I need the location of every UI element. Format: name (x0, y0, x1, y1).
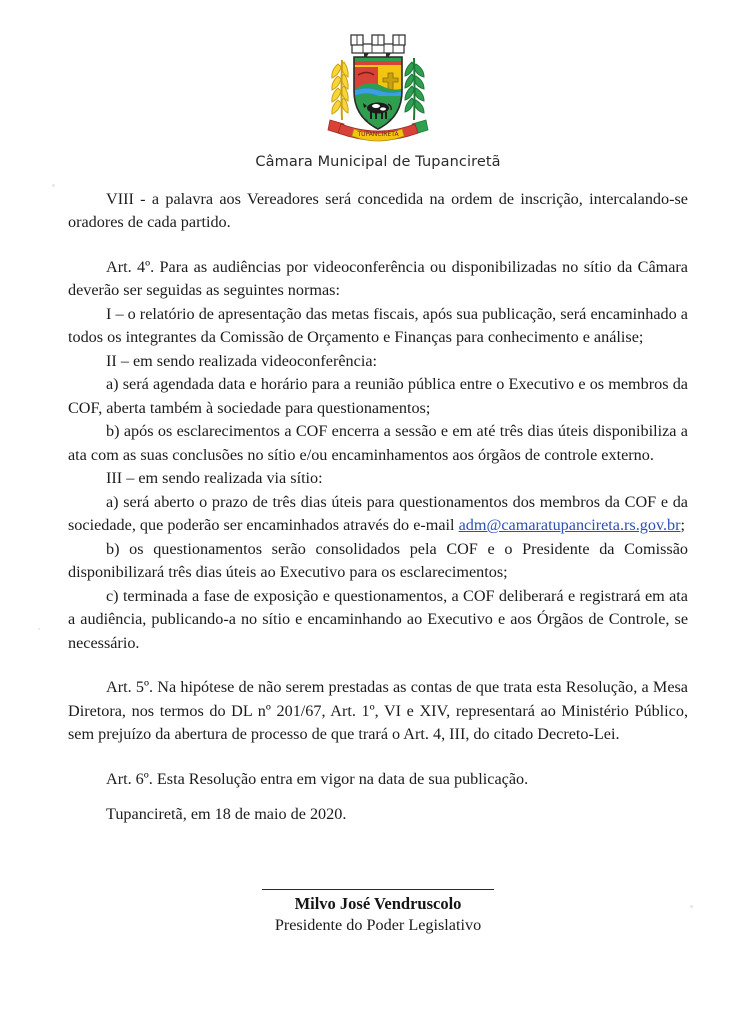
scan-speckle (52, 184, 55, 187)
scan-speckle (38, 628, 40, 630)
email-link[interactable]: adm@camaratupancireta.rs.gov.br (458, 516, 681, 535)
paragraph-art4-ii-a: a) será agendada data e horário para a reunião pública entre o Executivo e os membros da COF, aberta também à sociedade para questionamentos; (68, 375, 688, 417)
scan-speckle (690, 905, 693, 908)
paragraph-art-5: Art. 5º. Na hipótese de não serem prestadas as contas de que trata esta Resolução, a Mesa Diretora, nos termos do DL nº 201/67, Art. 1º, VI e XIV, representará ao Ministério Público, sem prejuízo da abertura de processo de que trará o Art. 4, III, do citado Decreto-Lei. (68, 678, 688, 744)
document-body (68, 170, 688, 937)
paragraph-art4-iii-b: b) os questionamentos serão consolidados pela COF e o Presidente da Comissão disponibilizará três dias úteis ao Executivo para os esclarecimentos; (68, 539, 688, 582)
paragraph-art4-iii-a-suffix: ; (680, 516, 686, 535)
paragraph-art-6: Art. 6º. Esta Resolução entra em vigor na data de sua publicação. (106, 769, 529, 788)
paragraph-art4-ii-b: b) após os esclarecimentos a COF encerra a sessão e em até três dias úteis disponibiliza a ata com as suas conclusões no sítio e/ou encaminhamentos aos órgãos de controle externo. (68, 422, 688, 464)
paragraph-item-viii: VIII - a palavra aos Vereadores será concedida na ordem de inscrição, intercalando-se oradores de cada partido. (68, 190, 688, 232)
paragraph-spacer (68, 655, 688, 676)
paragraph-place-date: Tupanciretã, em 18 de maio de 2020. (106, 805, 347, 824)
paragraph-art4-iii-a-text: a) será aberto o prazo de três dias úteis para questionamentos dos membros da COF e da sociedade, que poderão ser encaminhados através do e-mail (68, 492, 688, 535)
paragraph-spacer (68, 791, 688, 803)
signatory-name: Milvo José Vendruscolo (294, 893, 462, 913)
shield-icon (352, 55, 404, 130)
organization-name: Câmara Municipal de Tupanciretã (255, 154, 501, 170)
signature-block (68, 889, 688, 937)
coat-of-arms-icon (314, 30, 442, 150)
signatory-role: Presidente do Poder Legislativo (274, 915, 482, 934)
paragraph-art-4: Art. 4º. Para as audiências por videoconferência ou disponibilizadas no sítio da Câmara deverão ser seguidas as seguintes normas: (68, 257, 688, 300)
paragraph-art4-inciso-ii: II – em sendo realizada videoconferência: (106, 351, 377, 370)
paragraph-art4-iii-a (68, 491, 688, 538)
paragraph-spacer (68, 747, 688, 768)
ribbon-text: TUPANCIRETÃ (357, 131, 399, 138)
paragraph-art4-inciso-iii: III – em sendo realizada via sítio: (106, 469, 323, 488)
paragraph-art4-inciso-i: I – o relatório de apresentação das metas fiscais, após sua publicação, será encaminhado a todos os integrantes da Comissão de Orçamento e Finanças para conhecimento e análise; (68, 304, 688, 347)
signature-rule (262, 889, 494, 890)
document-header (0, 0, 756, 170)
paragraph-spacer (68, 235, 688, 256)
paragraph-art4-iii-c: c) terminada a fase de exposição e questionamentos, a COF deliberará e registrará em ata a audiência, publicando-a no sítio e encaminhando ao Executivo e aos Órgãos de Controle, se necessário. (68, 586, 688, 652)
